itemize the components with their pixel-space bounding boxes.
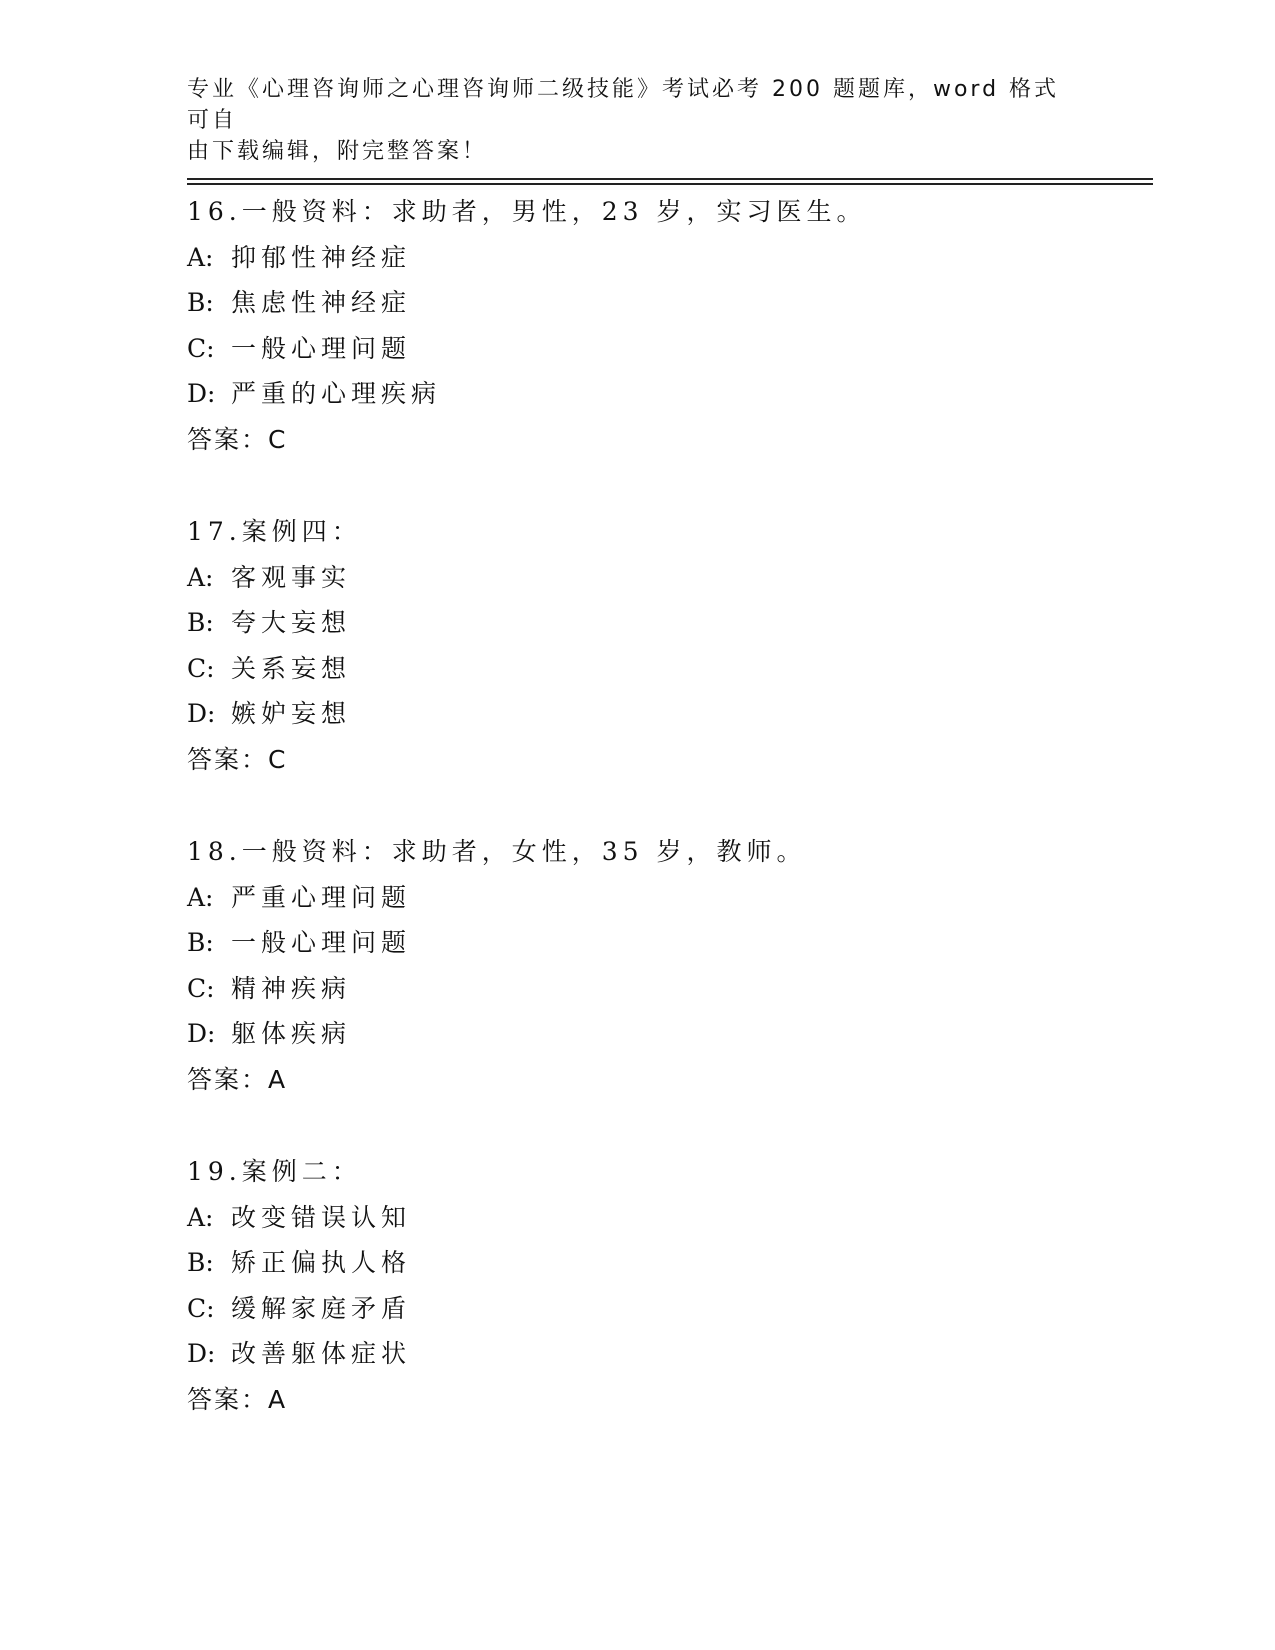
option-b (187, 280, 1147, 326)
option-d (187, 1331, 1147, 1377)
option-key: C: (187, 333, 215, 363)
option-b (187, 600, 1147, 646)
question-19 (187, 1149, 1147, 1469)
option-text: 一般心理问题 (231, 928, 412, 958)
answer-label: 答案： (187, 424, 269, 454)
header-divider-bottom (187, 183, 1153, 185)
option-text: 一般心理问题 (231, 333, 412, 363)
option-text: 夸大妄想 (231, 608, 352, 638)
option-text: 关系妄想 (231, 653, 352, 683)
option-a (187, 875, 1147, 921)
option-text: 抑郁性神经症 (231, 242, 412, 272)
answer-label: 答案： (187, 744, 269, 774)
option-text: 缓解家庭矛盾 (231, 1293, 412, 1323)
option-a (187, 555, 1147, 601)
option-key: C: (187, 1293, 215, 1323)
question-stem: 16.一般资料：求助者，男性，23 岁，实习医生。 (187, 197, 867, 226)
question-list (187, 189, 1147, 1469)
document-intro (187, 74, 1067, 167)
option-text: 改变错误认知 (231, 1202, 412, 1232)
option-c (187, 966, 1147, 1012)
answer-label: 答案： (187, 1384, 269, 1414)
option-text: 矫正偏执人格 (231, 1248, 412, 1278)
option-key: A: (187, 882, 214, 912)
intro-line-2: 由下载编辑，附完整答案！ (187, 139, 488, 164)
option-d (187, 371, 1147, 417)
question-17 (187, 509, 1147, 829)
answer-value: A (268, 1384, 286, 1414)
question-stem: 19.案例二： (187, 1157, 362, 1186)
option-a (187, 235, 1147, 281)
answer-value: A (268, 1064, 286, 1094)
option-d (187, 691, 1147, 737)
question-stem: 17.案例四： (187, 517, 362, 546)
option-key: B: (187, 288, 214, 318)
option-text: 客观事实 (231, 562, 352, 592)
option-d (187, 1011, 1147, 1057)
intro-line-1: 专业《心理咨询师之心理咨询师二级技能》考试必考 200 题题库，word 格式可自 (187, 77, 1060, 133)
question-16 (187, 189, 1147, 509)
option-text: 嫉妒妄想 (231, 699, 352, 729)
option-text: 躯体疾病 (231, 1019, 352, 1049)
answer-line (187, 417, 1147, 463)
option-text: 焦虑性神经症 (231, 288, 412, 318)
answer-line (187, 1377, 1147, 1423)
option-key: D: (187, 1339, 216, 1369)
option-c (187, 1286, 1147, 1332)
option-key: B: (187, 1248, 214, 1278)
option-key: D: (187, 1019, 216, 1049)
option-key: A: (187, 242, 214, 272)
question-18 (187, 829, 1147, 1149)
option-key: D: (187, 699, 216, 729)
option-a (187, 1195, 1147, 1241)
option-key: A: (187, 562, 214, 592)
answer-line (187, 1057, 1147, 1103)
option-text: 严重的心理疾病 (231, 379, 442, 409)
option-key: B: (187, 608, 214, 638)
option-key: D: (187, 379, 216, 409)
option-c (187, 646, 1147, 692)
question-stem: 18.一般资料：求助者，女性，35 岁，教师。 (187, 837, 807, 866)
option-key: C: (187, 973, 215, 1003)
option-b (187, 1240, 1147, 1286)
option-c (187, 326, 1147, 372)
option-text: 改善躯体症状 (231, 1339, 412, 1369)
answer-value: C (268, 744, 286, 774)
answer-line (187, 737, 1147, 783)
option-b (187, 920, 1147, 966)
answer-label: 答案： (187, 1064, 269, 1094)
option-text: 精神疾病 (231, 973, 352, 1003)
header-divider-top (187, 178, 1153, 180)
option-key: A: (187, 1202, 214, 1232)
option-text: 严重心理问题 (231, 882, 412, 912)
option-key: C: (187, 653, 215, 683)
option-key: B: (187, 928, 214, 958)
answer-value: C (268, 424, 286, 454)
